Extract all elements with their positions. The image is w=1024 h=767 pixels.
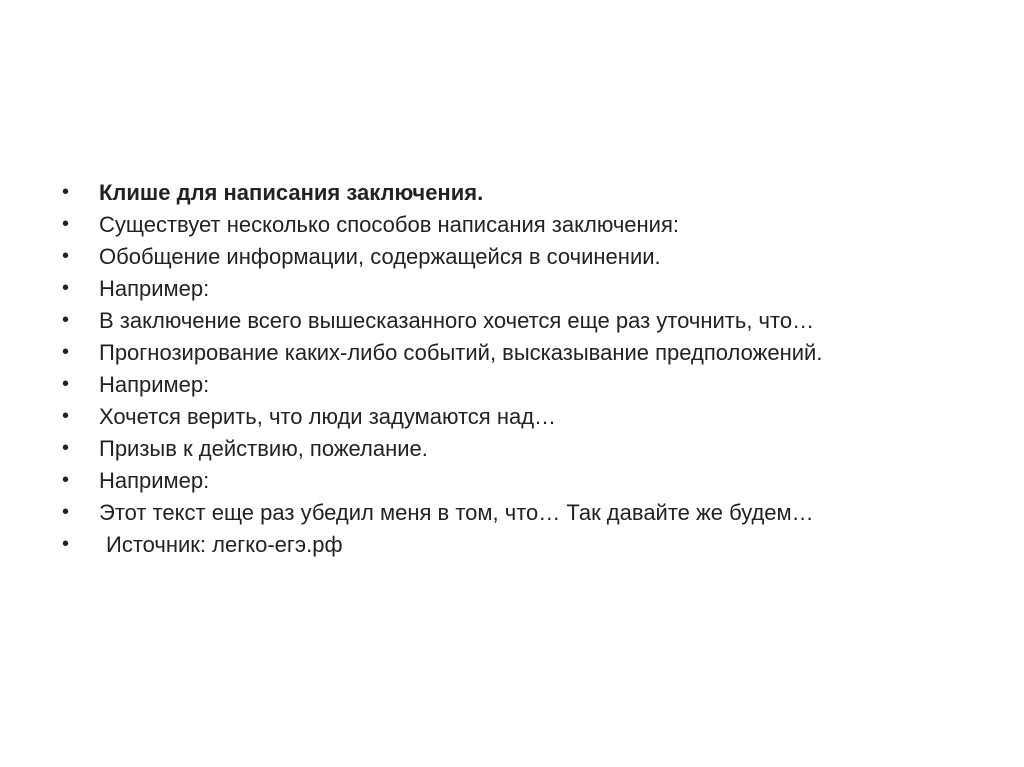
- list-item: [62, 402, 992, 431]
- list-item-text: Призыв к действию, пожелание.: [99, 436, 428, 461]
- bullet-icon: •: [62, 405, 70, 427]
- list-item: [62, 466, 992, 495]
- source-text: Источник: легко-егэ.рф: [106, 532, 343, 557]
- bullet-icon: •: [62, 501, 70, 523]
- list-item: [62, 434, 992, 463]
- list-item-text: Обобщение информации, содержащейся в сочинении.: [99, 244, 661, 269]
- list-item-text: Клише для написания заключения.: [99, 180, 484, 205]
- bullet-icon: •: [62, 341, 70, 363]
- bullet-icon: •: [62, 213, 70, 235]
- list-item: [62, 338, 992, 367]
- list-item: [62, 274, 992, 303]
- list-item: [62, 306, 992, 335]
- bullet-list: [62, 178, 992, 562]
- list-item: [62, 210, 992, 239]
- list-item-title: [62, 178, 992, 207]
- list-item-text: Этот текст еще раз убедил меня в том, что… Так давайте же будем…: [99, 500, 814, 525]
- list-item: [62, 242, 992, 271]
- list-item-source: [62, 530, 992, 559]
- list-item: [62, 370, 992, 399]
- bullet-icon: •: [62, 373, 70, 395]
- list-item-text: Хочется верить, что люди задумаются над…: [99, 404, 557, 429]
- list-item: [62, 498, 992, 527]
- list-item-text: Существует несколько способов написания заключения:: [99, 212, 679, 237]
- list-item-text: Прогнозирование каких-либо событий, высказывание предположений.: [99, 340, 823, 365]
- bullet-icon: •: [62, 469, 70, 491]
- bullet-icon: •: [62, 309, 70, 331]
- bullet-icon: •: [62, 533, 70, 555]
- bullet-icon: •: [62, 277, 70, 299]
- list-item-text: Например:: [99, 468, 210, 493]
- list-item-text: Например:: [99, 372, 210, 397]
- bullet-icon: •: [62, 245, 70, 267]
- bullet-icon: •: [62, 181, 70, 203]
- list-item-text: В заключение всего вышесказанного хочется еще раз уточнить, что…: [99, 308, 815, 333]
- bullet-icon: •: [62, 437, 70, 459]
- list-item-text: Например:: [99, 276, 210, 301]
